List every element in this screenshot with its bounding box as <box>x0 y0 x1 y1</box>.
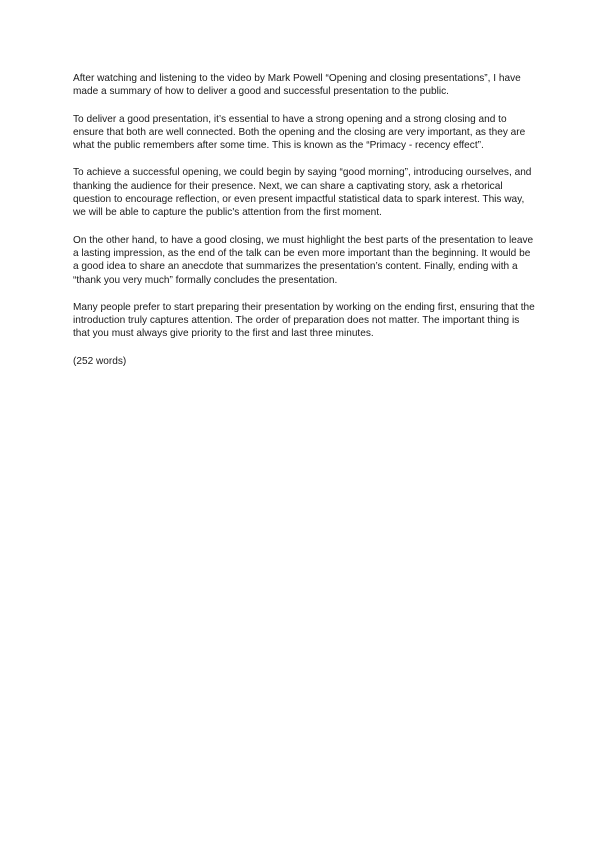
paragraph-closing: On the other hand, to have a good closing, we must highlight the best parts of the presentation to leave a lasting impression, as the end of the talk can be even more important than the beginning. It would be a good idea to share an anecdote that summarizes the presentation’s content. Finally, ending with a “thank you very much” formally concludes the presentation. <box>73 234 534 286</box>
paragraph-primacy-recency: To deliver a good presentation, it’s essential to have a strong opening and a strong closing and to ensure that both are well connected. Both the opening and the closing are very important, as they are what the public remembers after some time. This is known as the “Primacy - recency effect”. <box>73 113 526 152</box>
paragraph-opening: To achieve a successful opening, we could begin by saying “good morning”, introducing ourselves, and thanking the audience for their presence. Next, we can share a captivating story, ask a rhetorical question to encourage reflection, or even present impactful statistical data to spark interest. This way, we will be able to capture the public's attention from the first moment. <box>73 167 532 219</box>
document-body <box>73 72 535 382</box>
word-count: (252 words) <box>73 355 127 367</box>
paragraph-intro: After watching and listening to the video by Mark Powell “Opening and closing presentations”, I have made a summary of how to deliver a good and successful presentation to the public. <box>73 73 521 98</box>
paragraph-preparation: Many people prefer to start preparing their presentation by working on the ending first, ensuring that the introduction truly captures attention. The order of preparation does not matter. The important thing is that you must always give priority to the first and last three minutes. <box>73 301 535 340</box>
